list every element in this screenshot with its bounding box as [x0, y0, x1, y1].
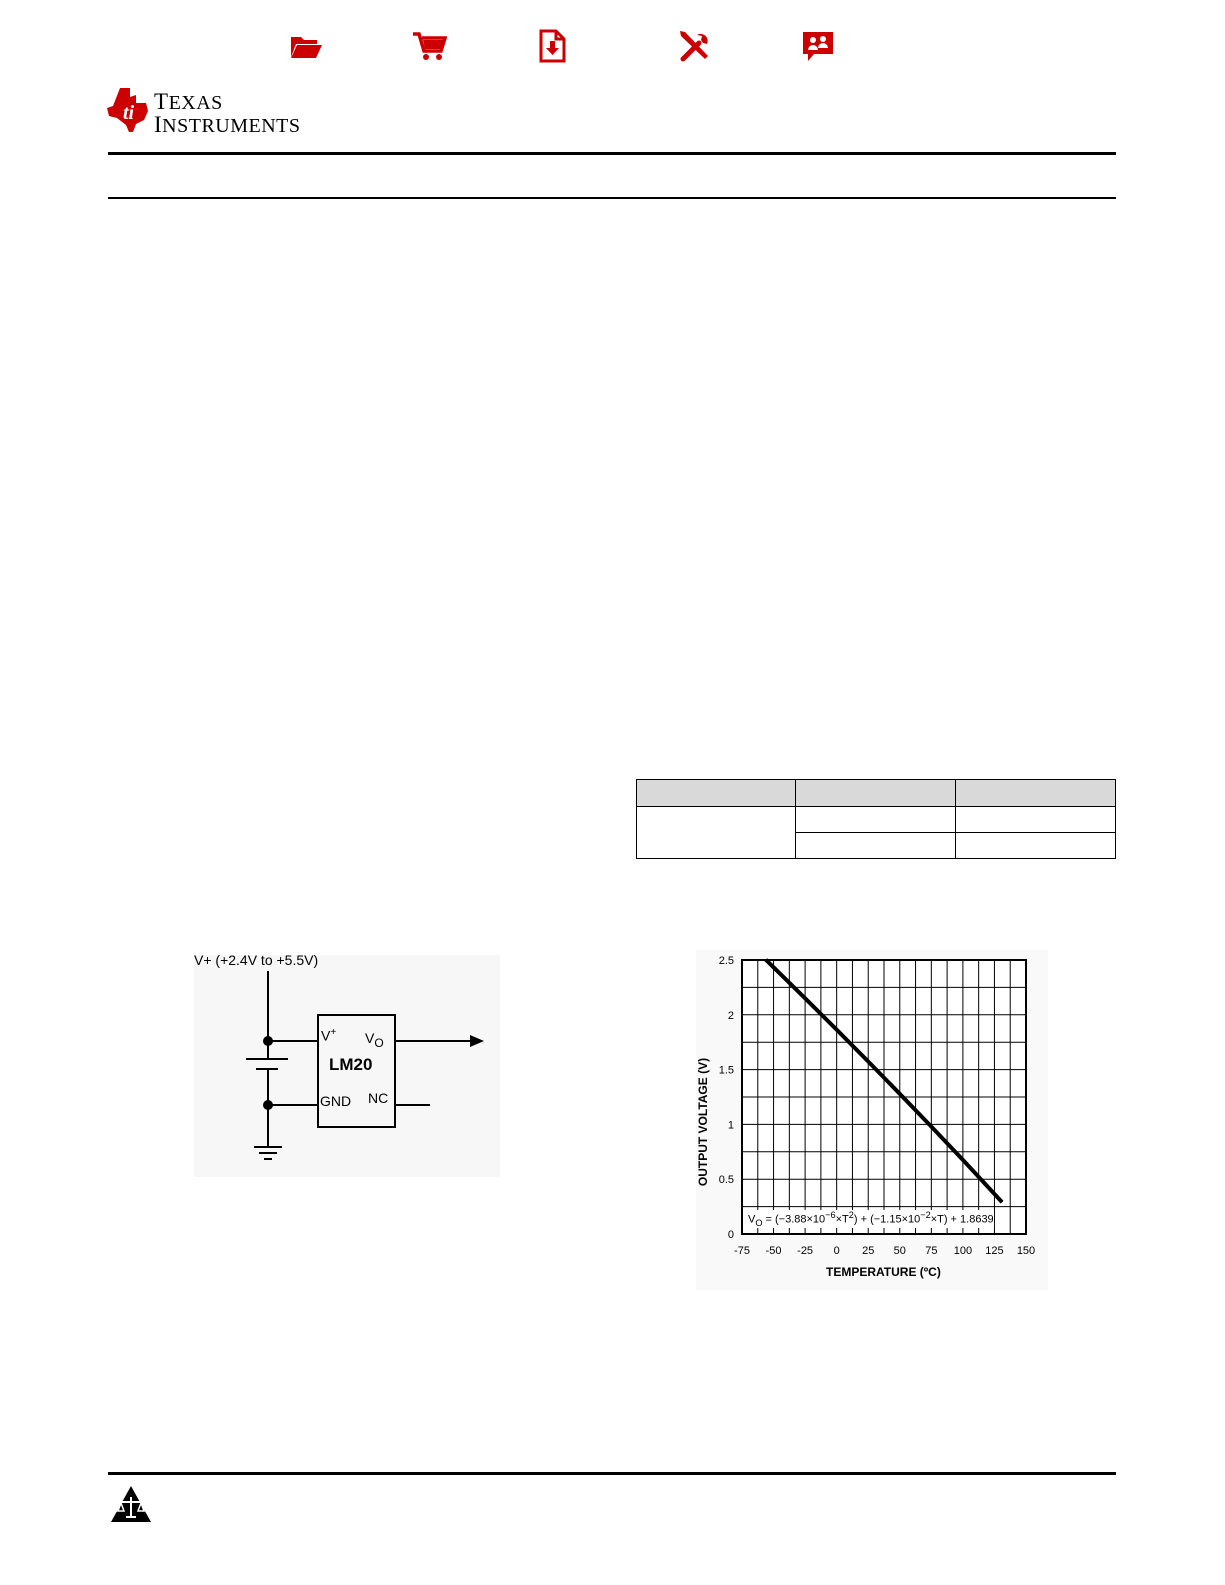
- table-cell: [637, 807, 796, 859]
- pin-vo-label: $V_O$: [365, 1030, 384, 1050]
- supply-voltage-label: V+ (+2.4V to +5.5V): [194, 952, 319, 968]
- y-tick-label: 0: [727, 1229, 734, 1241]
- x-tick-label: -25: [797, 1245, 814, 1257]
- x-axis-title: TEMPERATURE (ºC): [826, 1265, 941, 1279]
- table-header-row: [637, 780, 1116, 807]
- sample-buy-cart-icon[interactable]: [411, 28, 447, 64]
- y-axis-title: OUTPUT VOLTAGE (V): [696, 1057, 710, 1187]
- chip-name-label: LM20: [329, 1055, 373, 1074]
- x-tick-label: 125: [985, 1245, 1004, 1257]
- technical-documents-icon[interactable]: [534, 28, 570, 64]
- y-tick-label: 1: [727, 1119, 734, 1132]
- equation-annotation: $V_O = (-3.88\times 10^{-6}\times T^2) + (-1.15\times 10^{-2}\times T) + 1.8639$: [748, 1210, 994, 1228]
- y-tick-label: 2: [727, 1009, 734, 1022]
- logo-wordmark-texas: TEXAS: [154, 89, 223, 114]
- support-community-icon[interactable]: [800, 28, 836, 64]
- logo-wordmark-instruments: INSTRUMENTS: [154, 112, 301, 137]
- table-header-cell: [796, 780, 956, 807]
- product-folder-icon[interactable]: [288, 28, 324, 64]
- svg-text:ti: ti: [123, 102, 135, 124]
- table-cell: [956, 807, 1116, 833]
- table-header-cell: [956, 780, 1116, 807]
- table-row: [637, 807, 1116, 833]
- y-tick-label: 0.5: [718, 1174, 734, 1187]
- x-tick-label: -50: [765, 1245, 782, 1257]
- x-tick-label: 100: [953, 1245, 973, 1257]
- output-arrow-icon: [470, 1035, 484, 1047]
- table-cell: [956, 833, 1116, 859]
- pin-gnd-label: GND: [320, 1093, 352, 1109]
- y-tick-label: 1.5: [718, 1064, 734, 1077]
- footer-rule: [108, 1472, 1116, 1475]
- x-tick-label: 25: [862, 1245, 875, 1257]
- table-cell: [796, 807, 956, 833]
- tools-software-icon[interactable]: [677, 28, 713, 64]
- output-voltage-vs-temperature-chart: [696, 950, 1048, 1290]
- pin-nc-label: NC: [368, 1090, 389, 1106]
- header-rule-top: [108, 152, 1116, 155]
- x-tick-label: -75: [734, 1245, 750, 1257]
- y-tick-label: 2.5: [718, 955, 734, 967]
- texas-instruments-logo: [106, 86, 306, 136]
- x-tick-label: 150: [1016, 1245, 1036, 1257]
- x-tick-label: 0: [833, 1245, 840, 1257]
- ti-state-emblem-icon: [106, 86, 152, 132]
- header-rule-bottom: [108, 197, 1116, 199]
- device-information-table: [636, 779, 1116, 859]
- table-cell: [796, 833, 956, 859]
- x-tick-label: 50: [893, 1245, 906, 1257]
- pin-vplus-label: V+: [321, 1027, 337, 1044]
- typical-application-schematic: [194, 952, 500, 1177]
- table-header-cell: [637, 780, 796, 807]
- legal-notice-scales-icon: [110, 1485, 152, 1523]
- x-tick-label: 75: [925, 1245, 938, 1257]
